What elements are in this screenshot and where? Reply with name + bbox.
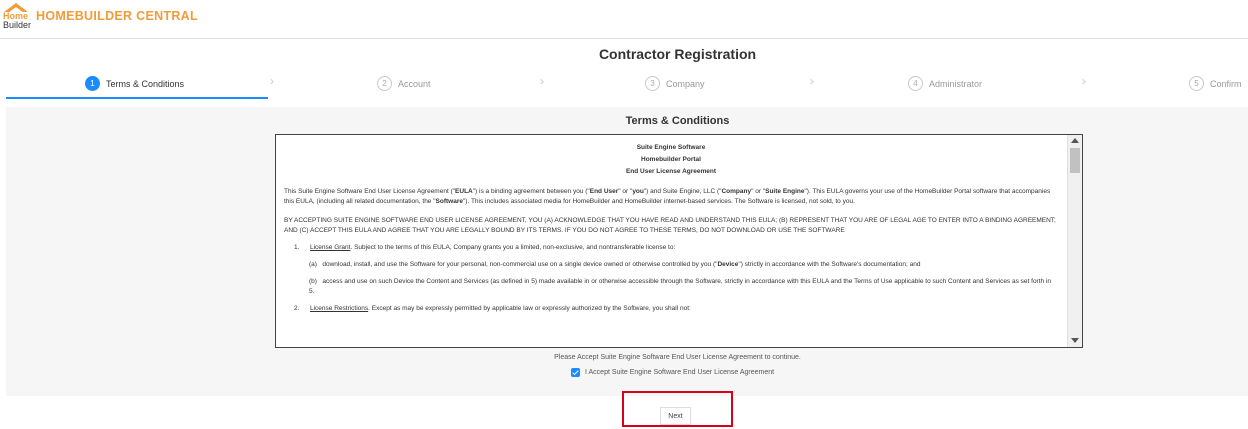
step-account[interactable]: [377, 76, 431, 91]
accept-note: Please Accept Suite Engine Software End User License Agreement to continue.: [554, 354, 801, 361]
eula-box[interactable]: [275, 134, 1083, 348]
eula-sub-item: (a) download, install, and use the Software for your personal, non-commercial use on a single device owned or otherwise controlled by you ("Device") strictly in accordance with the Software's documentation; and: [309, 261, 921, 268]
next-button[interactable]: Next: [660, 407, 691, 425]
eula-heading: End User License Agreement: [625, 168, 717, 175]
eula-paragraph: This Suite Engine Software End User License Agreement ("EULA") is a binding agreement between you ("End User" or "you") and Suite Engine, LLC ("Company" or "Suite Engine"). This EULA governs your use of the HomeBuilder Portal software that accompanies this EULA, (including all related documentation, the "Software"). This includes associated media for HomeBuilder and HomeBuilder internet-based services. The Software is licensed, not sold, to you.: [284, 188, 1051, 205]
chevron-right-icon: ›: [1082, 74, 1086, 88]
eula-heading: Suite Engine Software: [636, 144, 706, 151]
eula-list-item: 2. License Restrictions. Except as may be expressly permitted by applicable law or expressly authorized by the Software, you shall not:: [294, 305, 691, 312]
step-label: Account: [398, 78, 431, 89]
chevron-right-icon: ›: [810, 74, 814, 88]
step-label: Confirm: [1210, 78, 1242, 89]
step-label: Administrator: [929, 78, 983, 89]
scroll-thumb[interactable]: [1070, 148, 1080, 173]
step-administrator[interactable]: [908, 76, 982, 91]
eula-list-item: 1. License Grant. Subject to the terms of this EULA, Company grants you a limited, non-exclusive, and nontransferable license to:: [294, 244, 676, 251]
homebuilder-logo: [3, 3, 32, 31]
app-header: [0, 0, 1248, 39]
step-terms[interactable]: [85, 76, 184, 91]
step-number: 4: [908, 76, 923, 91]
accept-label[interactable]: I Accept Suite Engine Software End User License Agreement: [585, 369, 775, 376]
step-label: Company: [666, 78, 705, 89]
step-company[interactable]: [645, 76, 705, 91]
chevron-right-icon: ›: [540, 74, 544, 88]
page-title: Contractor Registration: [598, 46, 757, 62]
step-number: 3: [645, 76, 660, 91]
eula-paragraph: BY ACCEPTING SUITE ENGINE SOFTWARE END USER LICENSE AGREEMENT, YOU (A) ACKNOWLEDGE THAT YOU HAVE READ AND UNDERSTAND THIS EULA; (B) REPRESENT THAT YOU ARE OF LEGAL AGE TO ENTER INTO A BINDING AGREEMENT; AND (C) ACCEPT THIS EULA AND AGREE THAT YOU ARE LEGALLY BOUND BY ITS TERMS. IF YOU DO NOT AGREE TO THESE TERMS, DO NOT DOWNLOAD OR USE THE SOFTWARE: [284, 217, 1056, 234]
wizard-steps: [6, 72, 1248, 100]
brand-title[interactable]: HOMEBUILDER CENTRAL: [36, 9, 198, 23]
eula-text: [276, 135, 1066, 347]
step-number: 1: [85, 76, 100, 91]
accept-checkbox-row[interactable]: [571, 368, 774, 377]
logo-home-text: Home: [3, 11, 29, 21]
accept-checkbox[interactable]: [571, 368, 580, 377]
eula-heading: Homebuilder Portal: [641, 156, 701, 163]
step-label: Terms & Conditions: [106, 78, 185, 89]
eula-sub-item: (b) access and use on such Device the Content and Services (as defined in 5) made available in or otherwise accessible through the Software, strictly in accordance with this EULA and the Terms of Use applicable to such Content and Services as set forth in 5.: [309, 278, 1052, 295]
eula-scrollbar[interactable]: [1067, 135, 1082, 347]
step-number: 2: [377, 76, 392, 91]
chevron-right-icon: ›: [270, 74, 274, 88]
scroll-up-icon[interactable]: [1071, 138, 1079, 143]
active-step-indicator: [6, 97, 268, 99]
scroll-down-icon[interactable]: [1071, 338, 1079, 343]
step-number: 5: [1189, 76, 1204, 91]
step-confirm[interactable]: [1189, 76, 1242, 91]
logo-builder-text: Builder: [3, 20, 32, 30]
terms-panel: [6, 107, 1248, 396]
panel-title: Terms & Conditions: [625, 115, 730, 127]
